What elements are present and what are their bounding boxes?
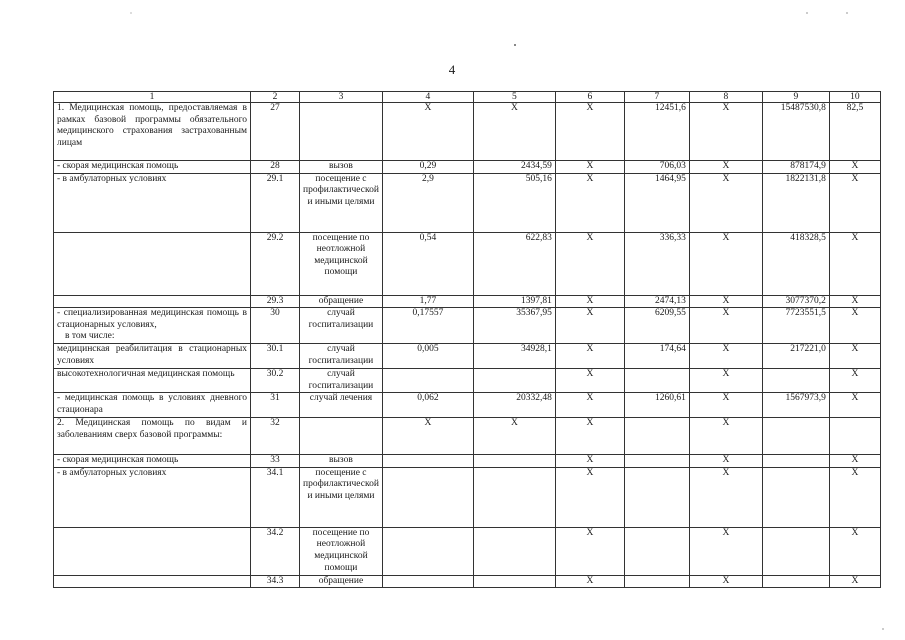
scan-speck [806, 12, 808, 14]
page-number: 4 [448, 62, 456, 77]
row-cell [624, 575, 689, 588]
row-cell: X [689, 232, 762, 295]
row-cell [473, 368, 555, 392]
scan-speck [514, 44, 516, 46]
row-cell: 1822131,8 [762, 173, 829, 232]
row-name: - медицинская помощь в условиях дневного стационара [54, 393, 251, 418]
row-cell: 0,29 [382, 161, 473, 174]
row-unit: вызов [300, 161, 383, 174]
row-unit: посещение по неотложной медицинской помощи [300, 527, 383, 575]
header-cell: 8 [689, 92, 762, 103]
row-cell: X [689, 161, 762, 174]
row-cell: 2,9 [382, 173, 473, 232]
row-cell: X [555, 455, 624, 468]
table-row [54, 575, 881, 588]
row-unit: посещение по неотложной медицинской помощи [300, 232, 383, 295]
header-cell: 2 [251, 92, 300, 103]
row-code: 29.1 [251, 173, 300, 232]
row-cell: 706,03 [624, 161, 689, 174]
row-cell [473, 575, 555, 588]
row-cell: 622,83 [473, 232, 555, 295]
row-cell: 505,16 [473, 173, 555, 232]
row-code: 30.1 [251, 343, 300, 368]
row-cell [624, 455, 689, 468]
row-unit: вызов [300, 455, 383, 468]
row-name: - в амбулаторных условиях [54, 467, 251, 527]
scan-speck [882, 628, 884, 630]
header-cell: 4 [382, 92, 473, 103]
row-code: 27 [251, 103, 300, 161]
row-cell: X [829, 467, 880, 527]
row-code: 34.1 [251, 467, 300, 527]
row-unit: обращение [300, 575, 383, 588]
row-name: - в амбулаторных условиях [54, 173, 251, 232]
row-sub-text: в том числе: [65, 331, 115, 342]
row-cell: X [689, 308, 762, 344]
row-unit [300, 103, 383, 161]
row-cell: X [473, 418, 555, 455]
row-cell: X [689, 575, 762, 588]
row-cell: X [829, 343, 880, 368]
row-cell: 7723551,5 [762, 308, 829, 344]
row-cell: 2474,13 [624, 295, 689, 308]
row-cell: 418328,5 [762, 232, 829, 295]
row-cell: X [829, 295, 880, 308]
row-cell: X [689, 343, 762, 368]
row-name: - скорая медицинская помощь [54, 161, 251, 174]
row-cell [473, 467, 555, 527]
row-cell: 217221,0 [762, 343, 829, 368]
row-code: 29.3 [251, 295, 300, 308]
row-unit: случай госпитализации [300, 308, 383, 344]
row-name: высокотехнологичная медицинская помощь [54, 368, 251, 392]
row-unit: посещение с профилактической и иными целями [300, 467, 383, 527]
row-cell: X [689, 467, 762, 527]
row-cell: X [829, 527, 880, 575]
row-cell: X [555, 467, 624, 527]
row-unit [300, 418, 383, 455]
row-cell: X [689, 527, 762, 575]
row-cell [762, 575, 829, 588]
row-cell: 1260,61 [624, 393, 689, 418]
row-cell: X [555, 295, 624, 308]
row-cell: 20332,48 [473, 393, 555, 418]
row-name: 1. Медицинская помощь, предоставляемая в рамках базовой программы обязательного медицинского страхования застрахованным лицам [54, 103, 251, 161]
row-cell: X [829, 575, 880, 588]
table-row [54, 308, 881, 344]
row-name: медицинская реабилитация в стационарных условиях [54, 343, 251, 368]
row-cell: 1464,95 [624, 173, 689, 232]
row-cell: X [829, 232, 880, 295]
row-cell: X [382, 418, 473, 455]
row-cell: X [689, 295, 762, 308]
row-unit: случай лечения [300, 393, 383, 418]
row-name-text: - специализированная медицинская помощь в стационарных условиях, [57, 308, 247, 330]
row-cell [473, 455, 555, 468]
scan-speck [130, 12, 132, 14]
row-code: 33 [251, 455, 300, 468]
table-row [54, 343, 881, 368]
row-cell: X [555, 173, 624, 232]
row-cell: X [555, 368, 624, 392]
row-cell: 15487530,8 [762, 103, 829, 161]
header-cell: 7 [624, 92, 689, 103]
row-cell: X [555, 161, 624, 174]
row-cell: X [555, 343, 624, 368]
row-cell [762, 368, 829, 392]
row-cell: X [382, 103, 473, 161]
row-cell: 3077370,2 [762, 295, 829, 308]
header-cell: 9 [762, 92, 829, 103]
scan-speck [846, 12, 848, 14]
table-row [54, 295, 881, 308]
row-cell: 0,062 [382, 393, 473, 418]
table-row [54, 418, 881, 455]
table-row [54, 103, 881, 161]
header-cell: 10 [829, 92, 880, 103]
row-code: 31 [251, 393, 300, 418]
row-cell: X [473, 103, 555, 161]
row-cell: 1397,81 [473, 295, 555, 308]
row-cell: X [829, 308, 880, 344]
row-cell [762, 418, 829, 455]
row-name [54, 232, 251, 295]
row-cell [762, 455, 829, 468]
row-cell: 0,17557 [382, 308, 473, 344]
row-name: 2. Медицинская помощь по видам и заболеваниям сверх базовой программы: [54, 418, 251, 455]
row-cell: X [555, 418, 624, 455]
row-unit: случай госпитализации [300, 343, 383, 368]
row-cell: X [829, 455, 880, 468]
row-cell: X [829, 393, 880, 418]
row-cell [473, 527, 555, 575]
row-cell: 35367,95 [473, 308, 555, 344]
row-cell: X [555, 308, 624, 344]
header-cell: 5 [473, 92, 555, 103]
row-cell: 34928,1 [473, 343, 555, 368]
row-cell: X [689, 368, 762, 392]
row-name [54, 295, 251, 308]
row-cell: X [829, 161, 880, 174]
table-row [54, 368, 881, 392]
header-cell: 6 [555, 92, 624, 103]
row-cell: X [829, 368, 880, 392]
row-unit: обращение [300, 295, 383, 308]
row-cell: 0,54 [382, 232, 473, 295]
row-cell [829, 418, 880, 455]
row-code: 30.2 [251, 368, 300, 392]
row-cell [382, 455, 473, 468]
row-unit: посещение с профилактической и иными целями [300, 173, 383, 232]
row-cell: X [555, 393, 624, 418]
row-cell: X [689, 393, 762, 418]
row-cell: X [689, 418, 762, 455]
header-cell: 3 [300, 92, 383, 103]
data-table [53, 91, 881, 588]
row-cell [624, 418, 689, 455]
row-cell: X [555, 575, 624, 588]
row-code: 28 [251, 161, 300, 174]
row-cell: 0,005 [382, 343, 473, 368]
table-row [54, 467, 881, 527]
row-code: 34.2 [251, 527, 300, 575]
table-row [54, 527, 881, 575]
row-cell: X [689, 455, 762, 468]
row-cell [382, 527, 473, 575]
row-cell: 1,77 [382, 295, 473, 308]
row-cell: 1567973,9 [762, 393, 829, 418]
row-cell [762, 467, 829, 527]
row-cell: 878174,9 [762, 161, 829, 174]
row-cell: X [555, 527, 624, 575]
table-row [54, 393, 881, 418]
row-cell: X [555, 232, 624, 295]
row-cell [624, 527, 689, 575]
row-cell: 2434,59 [473, 161, 555, 174]
row-cell: 174,64 [624, 343, 689, 368]
row-code: 30 [251, 308, 300, 344]
row-unit: случай госпитализации [300, 368, 383, 392]
row-cell [382, 575, 473, 588]
row-cell: X [689, 103, 762, 161]
row-cell [624, 368, 689, 392]
row-cell: 82,5 [829, 103, 880, 161]
table-row [54, 173, 881, 232]
row-name [54, 575, 251, 588]
row-cell: 12451,6 [624, 103, 689, 161]
header-cell: 1 [54, 92, 251, 103]
row-cell [382, 368, 473, 392]
table-row [54, 161, 881, 174]
row-code: 32 [251, 418, 300, 455]
row-name: - скорая медицинская помощь [54, 455, 251, 468]
row-cell: 336,33 [624, 232, 689, 295]
row-cell [624, 467, 689, 527]
row-cell [382, 467, 473, 527]
row-code: 34.3 [251, 575, 300, 588]
row-cell: 6209,55 [624, 308, 689, 344]
row-cell: X [555, 103, 624, 161]
row-code: 29.2 [251, 232, 300, 295]
row-cell: X [829, 173, 880, 232]
row-name [54, 527, 251, 575]
header-row [54, 92, 881, 103]
row-cell: X [689, 173, 762, 232]
table-row [54, 455, 881, 468]
table-row [54, 232, 881, 295]
row-name [54, 308, 251, 344]
row-cell [762, 527, 829, 575]
